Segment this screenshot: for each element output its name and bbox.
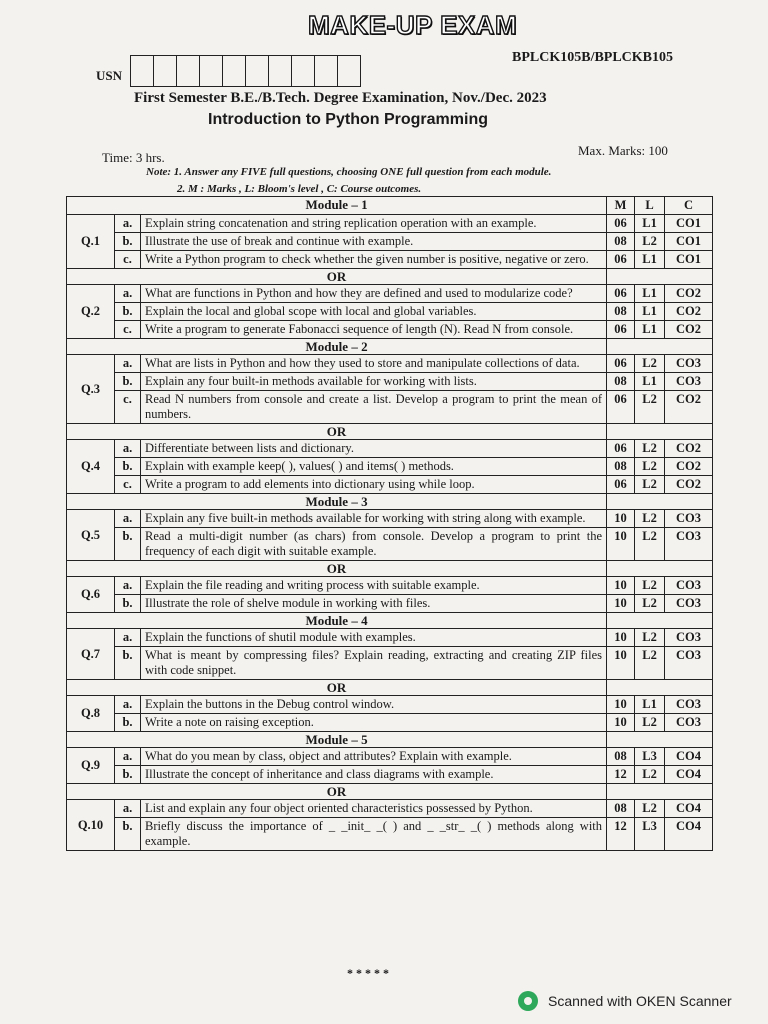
part-label: a. [115,355,141,373]
part-label: a. [115,440,141,458]
question-row [67,510,713,528]
course-code: BPLCK105B/BPLCKB105 [512,50,674,65]
question-number: Q.4 [67,440,115,494]
question-row [67,748,713,766]
blank-cell [607,732,713,748]
blank-cell [607,424,713,440]
make-up-exam-stamp: MAKE-UP EXAM [308,10,518,40]
question-row [67,251,713,269]
question-text: Write a note on raising exception. [141,714,607,732]
note-line-1: Note: 1. Answer any FIVE full questions, choosing ONE full question from each module. [146,166,552,178]
marks-cell: 10 [607,528,635,561]
course-outcome-cell: CO3 [665,373,713,391]
question-text: What are lists in Python and how they used to store and manipulate collections of data. [141,355,607,373]
marks-cell: 06 [607,251,635,269]
course-outcome-cell: CO2 [665,321,713,339]
part-label: b. [115,528,141,561]
part-label: c. [115,476,141,494]
part-label: a. [115,800,141,818]
module-heading: Module – 4 [67,613,607,629]
course-outcome-cell: CO2 [665,440,713,458]
blooms-level-cell: L2 [635,800,665,818]
marks-cell: 08 [607,373,635,391]
question-text: Write a Python program to check whether the given number is positive, negative or zero. [141,251,607,269]
question-row [67,528,713,561]
question-text: Write a program to generate Fabonacci sequence of length (N). Read N from console. [141,321,607,339]
marks-cell: 08 [607,233,635,251]
blooms-level-cell: L1 [635,696,665,714]
scanner-text: Scanned with OKEN Scanner [548,993,732,1009]
question-row [67,373,713,391]
part-label: c. [115,391,141,424]
blooms-level-cell: L1 [635,303,665,321]
part-label: b. [115,714,141,732]
question-row [67,818,713,851]
question-text: Explain any five built-in methods available for working with string along with example. [141,510,607,528]
course-outcome-cell: CO3 [665,629,713,647]
question-row [67,714,713,732]
marks-cell: 08 [607,303,635,321]
marks-cell: 10 [607,595,635,613]
question-table [66,196,713,851]
course-outcome-cell: CO2 [665,391,713,424]
course-outcome-cell: CO3 [665,714,713,732]
question-text: Illustrate the use of break and continue with example. [141,233,607,251]
blooms-level-cell: L2 [635,766,665,784]
part-label: b. [115,233,141,251]
part-label: b. [115,373,141,391]
question-row [67,766,713,784]
question-text: Illustrate the concept of inheritance and class diagrams with example. [141,766,607,784]
course-outcome-cell: CO4 [665,800,713,818]
blooms-level-cell: L1 [635,215,665,233]
question-text: Write a program to add elements into dictionary using while loop. [141,476,607,494]
blooms-level-cell: L2 [635,476,665,494]
question-text: List and explain any four object oriented characteristics possessed by Python. [141,800,607,818]
module-row [67,339,713,355]
question-row [67,458,713,476]
blooms-level-cell: L1 [635,373,665,391]
blooms-level-cell: L1 [635,321,665,339]
question-row [67,647,713,680]
module-heading: Module – 3 [67,494,607,510]
course-outcome-cell: CO1 [665,215,713,233]
marks-cell: 06 [607,285,635,303]
part-label: a. [115,510,141,528]
question-number: Q.5 [67,510,115,561]
course-outcome-cell: CO3 [665,528,713,561]
blank-cell [607,561,713,577]
blooms-level-cell: L2 [635,714,665,732]
part-label: a. [115,696,141,714]
question-text: Read a multi-digit number (as chars) from console. Develop a program to print the frequency of each digit with suitable example. [141,528,607,561]
course-outcome-cell: CO3 [665,647,713,680]
part-label: c. [115,321,141,339]
part-label: a. [115,215,141,233]
question-text: Explain the file reading and writing process with suitable example. [141,577,607,595]
course-outcome-cell: CO2 [665,285,713,303]
question-number: Q.9 [67,748,115,784]
marks-cell: 10 [607,714,635,732]
marks-cell: 08 [607,748,635,766]
blank-cell [607,269,713,285]
question-number: Q.2 [67,285,115,339]
question-text: Illustrate the role of shelve module in working with files. [141,595,607,613]
question-number: Q.1 [67,215,115,269]
blooms-level-cell: L3 [635,818,665,851]
or-row [67,784,713,800]
course-outcome-cell: CO4 [665,748,713,766]
part-label: b. [115,818,141,851]
marks-cell: 10 [607,577,635,595]
or-separator: OR [67,269,607,285]
module-row [67,494,713,510]
marks-cell: 08 [607,458,635,476]
scanner-watermark [518,991,732,1011]
blooms-level-cell: L1 [635,285,665,303]
course-outcome-cell: CO4 [665,818,713,851]
question-text: What is meant by compressing files? Explain reading, extracting and creating ZIP files with code snippet. [141,647,607,680]
course-outcome-cell: CO3 [665,696,713,714]
question-row [67,696,713,714]
marks-cell: 06 [607,476,635,494]
marks-cell: 10 [607,647,635,680]
question-text: Explain the functions of shutil module with examples. [141,629,607,647]
question-row [67,391,713,424]
marks-cell: 12 [607,818,635,851]
blooms-level-cell: L2 [635,355,665,373]
blank-cell [607,494,713,510]
or-row [67,269,713,285]
col-header-m: M [607,197,635,215]
course-outcome-cell: CO1 [665,251,713,269]
part-label: b. [115,766,141,784]
blooms-level-cell: L1 [635,251,665,269]
course-outcome-cell: CO4 [665,766,713,784]
or-separator: OR [67,424,607,440]
or-separator: OR [67,561,607,577]
module-row [67,732,713,748]
question-row [67,629,713,647]
course-outcome-cell: CO2 [665,458,713,476]
question-text: Briefly discuss the importance of _ _init_ _( ) and _ _str_ _( ) methods along with example. [141,818,607,851]
or-row [67,561,713,577]
blooms-level-cell: L2 [635,458,665,476]
question-number: Q.8 [67,696,115,732]
marks-cell: 10 [607,629,635,647]
part-label: b. [115,458,141,476]
part-label: b. [115,303,141,321]
blank-cell [607,339,713,355]
end-stars: * * * * * [347,966,389,980]
module-heading: Module – 5 [67,732,607,748]
part-label: b. [115,647,141,680]
question-number: Q.10 [67,800,115,851]
blooms-level-cell: L2 [635,233,665,251]
blooms-level-cell: L2 [635,391,665,424]
marks-cell: 10 [607,510,635,528]
marks-cell: 06 [607,215,635,233]
col-header-l: L [635,197,665,215]
blank-cell [607,784,713,800]
marks-cell: 06 [607,391,635,424]
marks-cell: 06 [607,355,635,373]
question-row [67,577,713,595]
part-label: a. [115,748,141,766]
usn-boxes [130,55,361,87]
course-outcome-cell: CO3 [665,595,713,613]
module-heading: Module – 1 [67,197,607,215]
question-text: Explain with example keep( ), values( ) and items( ) methods. [141,458,607,476]
blank-cell [607,613,713,629]
or-row [67,680,713,696]
part-label: a. [115,285,141,303]
blooms-level-cell: L2 [635,510,665,528]
question-row [67,355,713,373]
question-text: Explain the local and global scope with local and global variables. [141,303,607,321]
or-separator: OR [67,784,607,800]
blooms-level-cell: L2 [635,577,665,595]
blooms-level-cell: L2 [635,647,665,680]
course-outcome-cell: CO3 [665,510,713,528]
question-row [67,476,713,494]
question-text: Explain string concatenation and string replication operation with an example. [141,215,607,233]
course-outcome-cell: CO2 [665,476,713,494]
question-number: Q.7 [67,629,115,680]
question-text: What do you mean by class, object and attributes? Explain with example. [141,748,607,766]
question-text: What are functions in Python and how they are defined and used to modularize code? [141,285,607,303]
blooms-level-cell: L2 [635,528,665,561]
question-text: Explain any four built-in methods available for working with lists. [141,373,607,391]
question-row [67,800,713,818]
course-outcome-cell: CO3 [665,577,713,595]
marks-cell: 06 [607,440,635,458]
course-outcome-cell: CO2 [665,303,713,321]
blooms-level-cell: L2 [635,595,665,613]
marks-cell: 06 [607,321,635,339]
question-row [67,215,713,233]
module-row [67,613,713,629]
module-row [67,197,713,215]
part-label: a. [115,629,141,647]
or-row [67,424,713,440]
marks-cell: 08 [607,800,635,818]
blank-cell [607,680,713,696]
marks-cell: 12 [607,766,635,784]
blooms-level-cell: L2 [635,629,665,647]
semester-heading: First Semester B.E./B.Tech. Degree Examination, Nov./Dec. 2023 [134,90,547,106]
module-heading: Module – 2 [67,339,607,355]
question-row [67,233,713,251]
usn-label: USN [96,68,123,83]
question-row [67,285,713,303]
note-line-2: 2. M : Marks , L: Bloom's level , C: Course outcomes. [177,183,422,195]
blooms-level-cell: L3 [635,748,665,766]
max-marks-label: Max. Marks: 100 [578,143,668,158]
oken-logo-icon [518,991,538,1011]
part-label: b. [115,595,141,613]
blooms-level-cell: L2 [635,440,665,458]
part-label: a. [115,577,141,595]
question-text: Differentiate between lists and dictionary. [141,440,607,458]
course-outcome-cell: CO3 [665,355,713,373]
part-label: c. [115,251,141,269]
marks-cell: 10 [607,696,635,714]
question-row [67,321,713,339]
question-text: Read N numbers from console and create a list. Develop a program to print the mean of numbers. [141,391,607,424]
question-number: Q.3 [67,355,115,424]
time-label: Time: 3 hrs. [102,150,165,165]
or-separator: OR [67,680,607,696]
question-number: Q.6 [67,577,115,613]
subject-title: Introduction to Python Programming [208,111,488,128]
question-row [67,440,713,458]
question-row [67,303,713,321]
question-row [67,595,713,613]
course-outcome-cell: CO1 [665,233,713,251]
question-text: Explain the buttons in the Debug control window. [141,696,607,714]
col-header-c: C [665,197,713,215]
